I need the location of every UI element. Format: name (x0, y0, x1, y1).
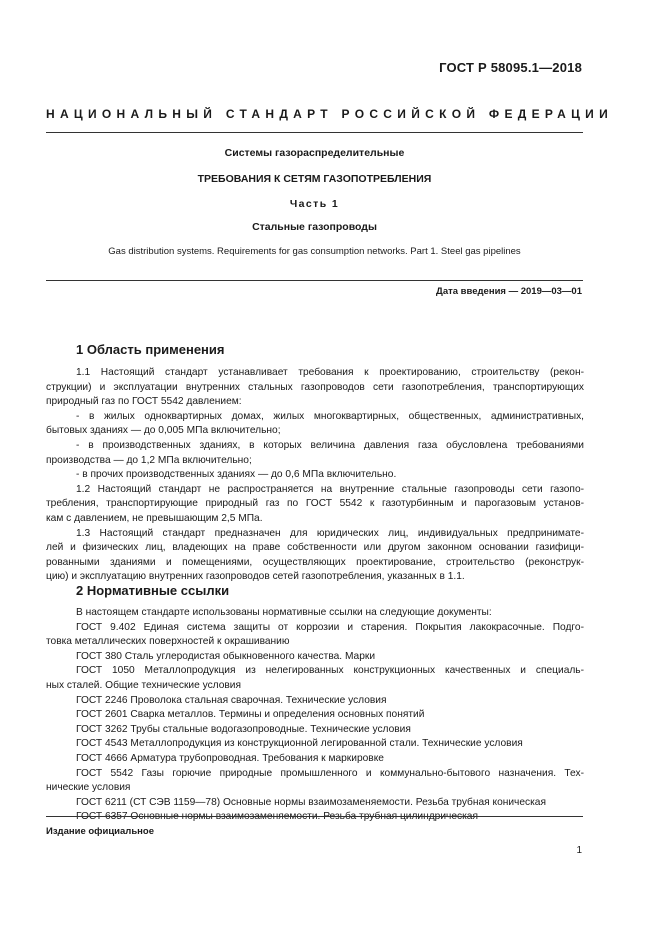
title-english: Gas distribution systems. Requirements for gas consumption networks. Part 1. Steel gas pipelines (108, 246, 521, 257)
text-line: ных сталей. Общие технические условия (46, 679, 242, 691)
text-line: природный газ по ГОСТ 5542 давлением: (46, 396, 242, 408)
text-line: - в производственных зданиях, в которых величина давления газа обусловлена требованиями (76, 439, 584, 451)
text-line: ГОСТ 5542 Газы горючие природные промышленного и коммунально-бытового назначения. Тех- (76, 767, 584, 779)
text-line: цию) и эксплуатацию внутренних газопроводов сетей газопотребления, указанных в 1.1. (46, 571, 465, 583)
text-line: ГОСТ 380 Сталь углеродистая обыкновенного качества. Марки (76, 650, 376, 662)
page-number: 1 (576, 845, 582, 856)
text-line: ГОСТ 4543 Металлопродукция из конструкционной легированной стали. Технические условия (76, 738, 523, 750)
title-requirements: ТРЕБОВАНИЯ К СЕТЯМ ГАЗОПОТРЕБЛЕНИЯ (197, 173, 432, 185)
text-line: ГОСТ 2246 Проволока стальная сварочная. Технические условия (76, 694, 387, 706)
text-line: ГОСТ 9.402 Единая система защиты от коррозии и старения. Покрытия лакокрасочные. Подго- (76, 621, 584, 633)
text-line: струкции) и эксплуатации внутренних стальных газопроводов сети газопотребления, транспортирующих (46, 381, 584, 393)
text-line: 1.3 Настоящий стандарт предназначен для юридических лиц, индивидуальных предпринимате- (76, 527, 584, 539)
text-line: - в прочих производственных зданиях — до 0,6 МПа включительно. (76, 469, 397, 481)
title-part: Часть 1 (289, 198, 340, 210)
national-standard-banner: НАЦИОНАЛЬНЫЙ СТАНДАРТ РОССИЙСКОЙ ФЕДЕРАЦИИ (46, 107, 614, 121)
text-line: ГОСТ 6211 (СТ СЭВ 1159—78) Основные нормы взаимозаменяемости. Резьба трубная коническая (76, 796, 546, 808)
text-line: бытовых зданиях — до 0,005 МПа включительно; (46, 425, 281, 437)
title-systems: Системы газораспределительные (224, 147, 405, 159)
text-line: товка металлических поверхностей к окрашиванию (46, 636, 290, 648)
text-line: ГОСТ 4666 Арматура трубопроводная. Требования к маркировке (76, 752, 384, 764)
divider-bottom (46, 816, 583, 817)
section-2-body (46, 606, 584, 825)
text-line: рованными зданиями и помещениями, осуществляющих проектирование, строительство (реконструк- (46, 556, 584, 568)
introduction-date: Дата введения — 2019—03—01 (436, 286, 582, 297)
text-line: 1.1 Настоящий стандарт устанавливает требования к проектированию, строительству (рекон- (76, 367, 584, 378)
divider-top (46, 132, 583, 133)
standard-code: ГОСТ Р 58095.1—2018 (439, 60, 582, 75)
title-subject: Стальные газопроводы (252, 221, 377, 233)
text-line: производства — до 1,2 МПа включительно; (46, 454, 252, 466)
section-1-body (46, 366, 584, 585)
text-line: лей и физических лиц, владеющих на праве собственности или другом законном основании газифици- (46, 542, 584, 554)
text-line: ГОСТ 2601 Сварка металлов. Термины и определения основных понятий (76, 709, 425, 721)
text-line: ГОСТ 3262 Трубы стальные водогазопроводные. Технические условия (76, 723, 411, 735)
text-line: кам с давлением, не превышающим 2,5 МПа. (46, 512, 263, 524)
text-line: ГОСТ 1050 Металлопродукция из нелегированных конструкционных качественных и специаль- (76, 665, 584, 677)
text-line: В настоящем стандарте использованы нормативные ссылки на следующие документы: (76, 607, 492, 618)
text-line: требления, транспортирующие природный газ по ГОСТ 5542 к газотурбинным и парогазовым установ- (46, 498, 584, 510)
divider-mid (46, 280, 583, 281)
section-2-heading: 2 Нормативные ссылки (76, 583, 230, 598)
section-1-heading: 1 Область применения (76, 342, 225, 357)
text-line: ГОСТ 6357 Основные нормы взаимозаменяемости. Резьба трубная цилиндрическая (76, 811, 478, 823)
text-line: - в жилых одноквартирных домах, жилых многоквартирных, общественных, административных, (76, 410, 584, 422)
official-edition-label: Издание официальное (46, 826, 154, 837)
text-line: нические условия (46, 782, 131, 794)
text-line: 1.2 Настоящий стандарт не распространяется на внутренние стальные газопроводы сети газопо- (76, 483, 584, 495)
